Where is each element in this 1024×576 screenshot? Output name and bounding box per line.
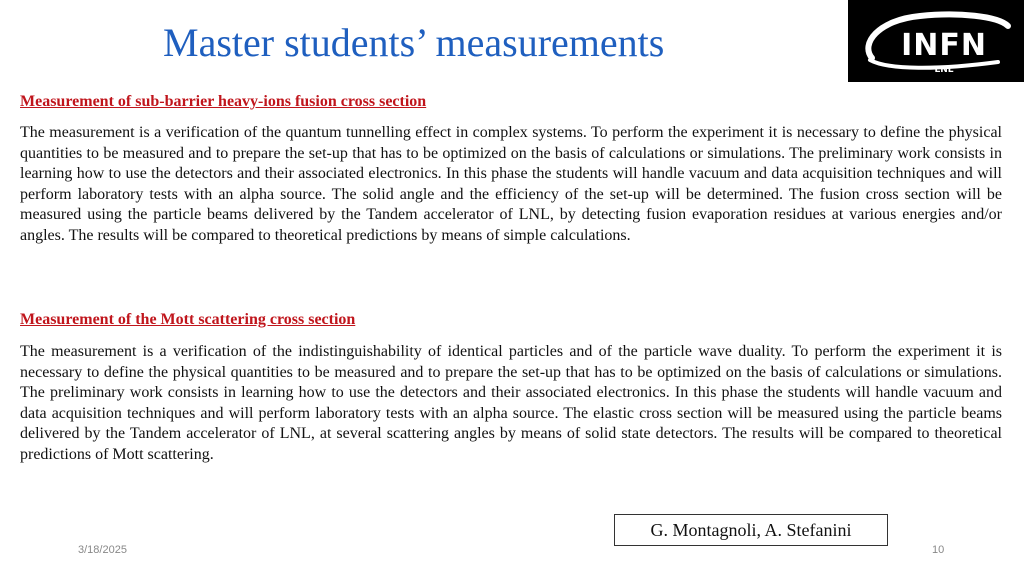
infn-logo-graphic — [848, 0, 1024, 82]
authors-box: G. Montagnoli, A. Stefanini — [614, 514, 888, 546]
section-body-fusion: The measurement is a verification of the quantum tunnelling effect in complex systems. To perform the experiment it is necessary to define the physical quantities to be measured and to prepare the set-up that has to be optimized on the basis of calculations or simulations. The preliminary work consists in learning how to use the detectors and their associated electronics. In this phase the students will handle vacuum and data acquisition techniques and will perform laboratory tests with an alpha source. The solid angle and the efficiency of the set-up will be determined. The fusion cross section will be measured using the particle beams delivered by the Tandem accelerator of LNL, by detecting fusion evaporation residues at various energies and/or angles. The results will be compared to theoretical predictions by means of simple calculations. — [20, 124, 1002, 244]
logo-text: INFN — [901, 28, 987, 63]
section-body-mott: The measurement is a verification of the indistinguishability of identical particles and of the particle wave duality. To perform the experiment it is necessary to define the physical quantities to be measured and to prepare the set-up that has to be optimized on the basis of calculations or simulations. The preliminary work consists in learning how to use the detectors and their associated electronics. In this phase the students will handle vacuum and data acquisition techniques and will perform laboratory tests with an alpha source. The elastic cross section will be measured using the particle beams delivered by the Tandem accelerator of LNL, at several scattering angles by means of solid state detectors. The results will be compared to theoretical predictions of Mott scattering. — [20, 343, 1002, 463]
infn-lnl-logo — [848, 0, 1024, 82]
page-number: 10 — [932, 544, 945, 556]
section-heading-mott: Measurement of the Mott scattering cross section — [20, 311, 356, 328]
footer-date: 3/18/2025 — [78, 544, 127, 556]
slide-title: Master students’ measurements — [163, 20, 665, 65]
logo-subtext: LNL — [934, 65, 954, 75]
section-heading-fusion: Measurement of sub-barrier heavy-ions fusion cross section — [20, 93, 427, 110]
